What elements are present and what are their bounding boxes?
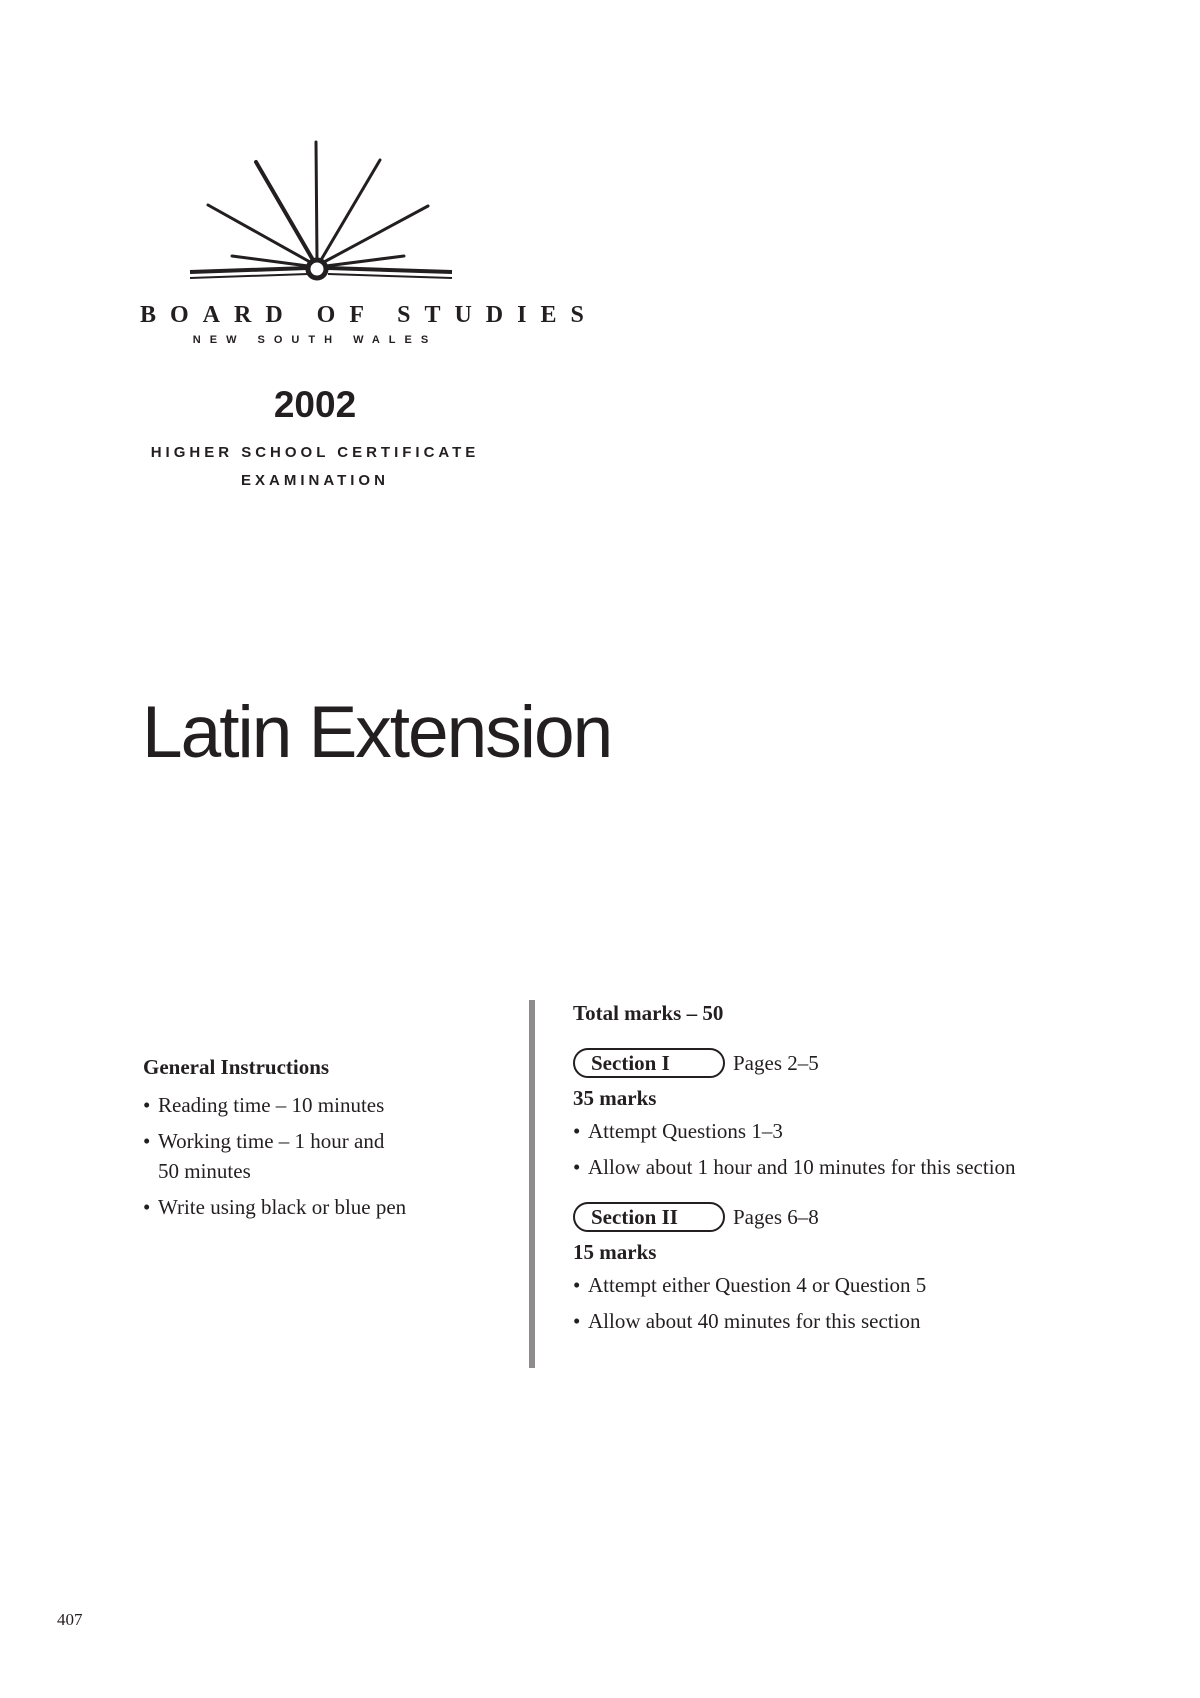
section-1-pages: Pages 2–5 (733, 1050, 819, 1075)
marks-summary (573, 1000, 1133, 1342)
section-1-label: Section I (573, 1048, 725, 1078)
total-marks: Total marks – 50 (573, 1001, 724, 1025)
board-of-studies-logo-icon (180, 138, 460, 288)
exam-title-line-1: HIGHER SCHOOL CERTIFICATE (150, 444, 480, 461)
section-1-block (573, 1046, 1133, 1182)
section-2-header (573, 1200, 1133, 1234)
exam-year: 2002 (273, 384, 357, 425)
list-item: • Attempt Questions 1–3 (573, 1116, 1133, 1146)
section-1-marks: 35 marks (573, 1086, 657, 1110)
section-1-instructions (573, 1116, 1133, 1182)
section-2-marks: 15 marks (573, 1240, 657, 1264)
exam-title (140, 439, 490, 495)
subject-title: Latin Extension (142, 692, 612, 773)
general-instructions-title: General Instructions (143, 1055, 330, 1079)
exam-title-line-2: EXAMINATION (241, 472, 389, 489)
general-instructions-list (143, 1090, 513, 1222)
list-item: • Write using black or blue pen (143, 1192, 513, 1222)
section-1-header (573, 1046, 1133, 1080)
column-divider (529, 1000, 535, 1368)
section-2-instructions (573, 1270, 1133, 1336)
organization-subtitle: NEW SOUTH WALES (192, 334, 438, 346)
section-2-pages: Pages 6–8 (733, 1204, 819, 1229)
list-item: • Reading time – 10 minutes (143, 1090, 513, 1120)
page-number: 407 (57, 1610, 83, 1629)
list-item: • Attempt either Question 4 or Question 5 (573, 1270, 1133, 1300)
organization-name: BOARD OF STUDIES (140, 302, 598, 328)
list-item: • Allow about 1 hour and 10 minutes for this section (573, 1152, 1133, 1182)
section-2-block (573, 1200, 1133, 1336)
list-item: • Working time – 1 hour and 50 minutes (143, 1126, 513, 1186)
general-instructions (143, 1055, 513, 1228)
list-item: • Allow about 40 minutes for this section (573, 1306, 1133, 1336)
section-2-label: Section II (573, 1202, 725, 1232)
